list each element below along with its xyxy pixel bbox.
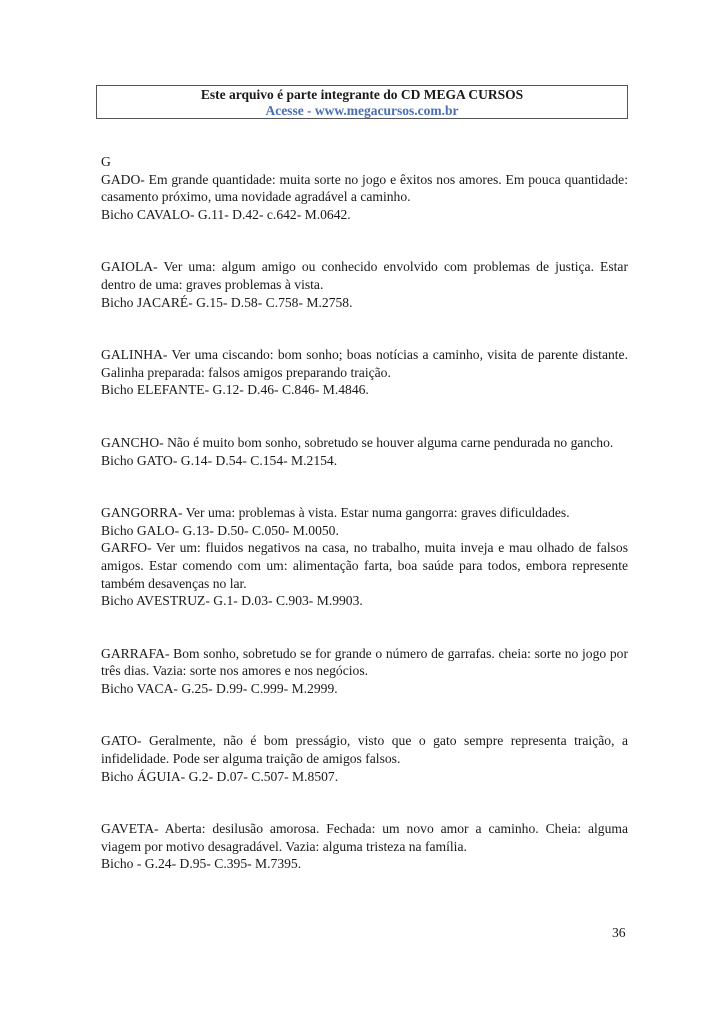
- entry-bicho: Bicho VACA- G.25- D.99- C.999- M.2999.: [101, 680, 338, 696]
- entry-bicho: Bicho AVESTRUZ- G.1- D.03- C.903- M.9903.: [101, 593, 363, 609]
- entry-gaveta: [101, 820, 628, 873]
- entry-gangorra: [101, 504, 628, 610]
- entry-text: GALINHA- Ver uma ciscando: bom sonho; boas notícias a caminho, visita de parente distante. Galinha preparada: falsos amigos preparando traição.: [101, 347, 628, 380]
- entry-bicho: Bicho JACARÉ- G.15- D.58- C.758- M.2758.: [101, 294, 353, 310]
- entry-text: GAIOLA- Ver uma: algum amigo ou conhecido envolvido com problemas de justiça. Estar dentro de uma: graves problemas à vista.: [101, 259, 628, 292]
- header-title: Este arquivo é parte integrante do CD MEGA CURSOS: [200, 87, 524, 102]
- section-letter: G: [101, 154, 111, 169]
- entry-bicho: Bicho ÁGUIA- G.2- D.07- C.507- M.8507.: [101, 768, 339, 784]
- entry-text: GANGORRA- Ver uma: problemas à vista. Estar numa gangorra: graves dificuldades.: [101, 505, 570, 521]
- entry-bicho: Bicho - G.24- D.95- C.395- M.7395.: [101, 856, 302, 872]
- entry-text: GARFO- Ver um: fluidos negativos na casa, no trabalho, muita inveja e mau olhado de falsos amigos. Estar comendo com um: alimentação farta, boa saúde para todos, embora represente também desavenças no lar.: [101, 540, 628, 591]
- entry-galinha: [101, 346, 628, 399]
- entry-bicho: Bicho ELEFANTE- G.12- D.46- C.846- M.4846.: [101, 382, 369, 398]
- entry-gaiola: [101, 258, 628, 311]
- entry-text: GAVETA- Aberta: desilusão amorosa. Fechada: um novo amor a caminho. Cheia: alguma viagem por motivo desagradável. Vazia: alguma tristeza na família.: [101, 821, 628, 854]
- entry-bicho: Bicho CAVALO- G.11- D.42- c.642- M.0642.: [101, 206, 351, 222]
- entry-bicho: Bicho GATO- G.14- D.54- C.154- M.2154.: [101, 452, 338, 468]
- entry-bicho: Bicho GALO- G.13- D.50- C.050- M.0050.: [101, 522, 339, 538]
- entry-text: GATO- Geralmente, não é bom presságio, visto que o gato sempre representa traição, a infidelidade. Pode ser alguma traição de amigos falsos.: [101, 733, 628, 767]
- entry-text: GADO- Em grande quantidade: muita sorte no jogo e êxitos nos amores. Em pouca quantidade: casamento próximo, uma novidade agradável a caminho.: [101, 171, 628, 205]
- header-box: [96, 85, 628, 119]
- entry-gato: [101, 732, 628, 785]
- entry-garrafa: [101, 645, 628, 698]
- entry-text: GARRAFA- Bom sonho, sobretudo se for grande o número de garrafas. cheia: sorte no jogo por três dias. Vazia: sorte nos amores e nos negócios.: [101, 645, 628, 679]
- entry-gancho: [101, 434, 628, 469]
- entry-text: GANCHO- Não é muito bom sonho, sobretudo se houver alguma carne pendurada no gancho.: [101, 434, 614, 450]
- entry-gado: [101, 171, 628, 224]
- dictionary-content: [101, 153, 628, 873]
- header-link[interactable]: Acesse - www.megacursos.com.br: [265, 103, 459, 118]
- page-number: 36: [612, 925, 626, 940]
